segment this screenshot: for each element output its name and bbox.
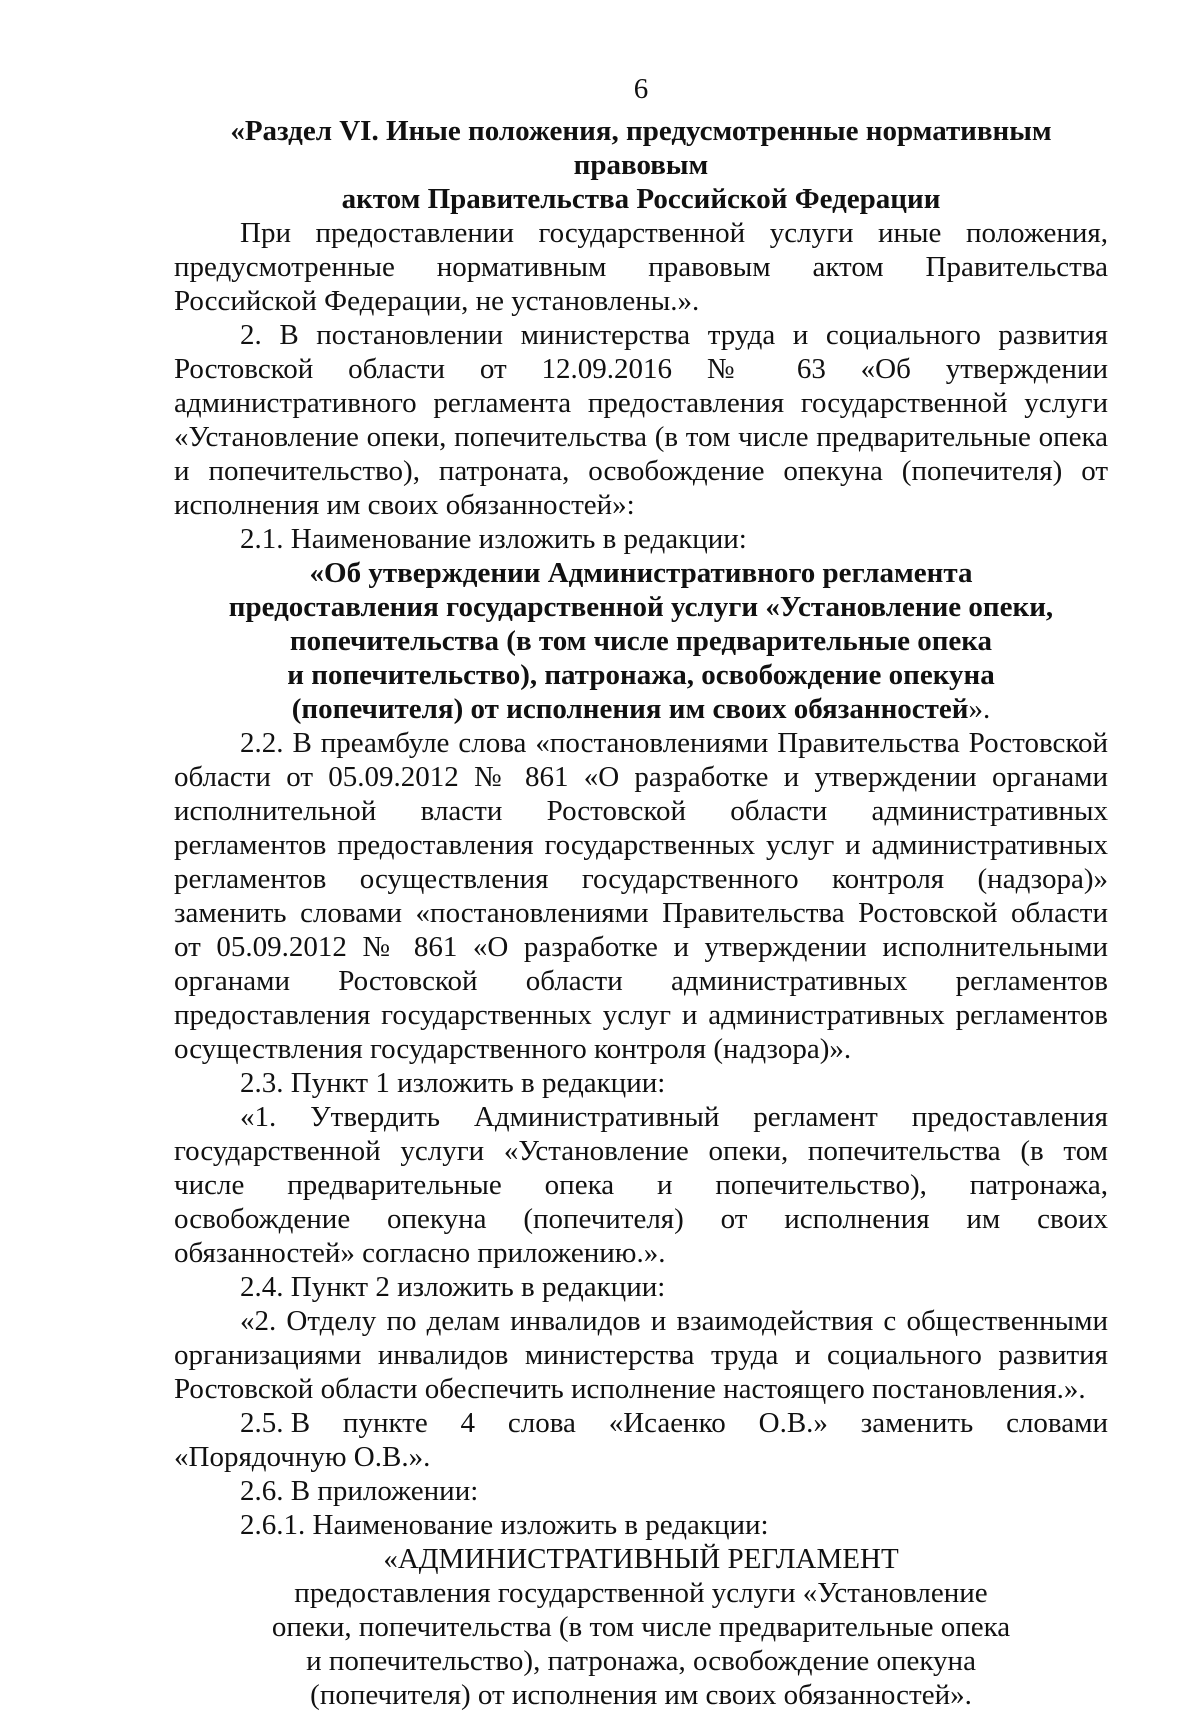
section-title [174, 114, 1108, 216]
paragraph-2-5-word: пункте [342, 1407, 428, 1439]
paragraph-2-6-1: 2.6.1. Наименование изложить в редакции: [240, 1509, 769, 1541]
paragraph-2-5-word: слова [507, 1407, 576, 1439]
bold-title-tail: ». [968, 693, 991, 725]
regulation-title: «АДМИНИСТРАТИВНЫЙ РЕГЛАМЕНТ [383, 1543, 899, 1575]
paragraph-section-text: При предоставлении государственной услуги иные положения, предусмотренные нормативным правовым актом Правительства Российской Федерации, не установлены.». [174, 217, 1108, 317]
paragraph-2-5-line [174, 1406, 1108, 1440]
bold-title-line-1: «Об утверждении Административного регламента [309, 557, 973, 589]
paragraph-2-5-word: «Исаенко [608, 1407, 726, 1439]
paragraph-2-5-word: 4 [460, 1407, 476, 1439]
paragraph-2-3: 2.3. Пункт 1 изложить в редакции: [240, 1067, 666, 1099]
bold-title-line-2: предоставления государственной услуги «Установление опеки, [228, 591, 1054, 623]
section-title-line-2: актом Правительства Российской Федерации [341, 183, 941, 215]
regulation-subtitle-line-2: опеки, попечительства (в том числе предварительные опека [271, 1611, 1011, 1643]
regulation-subtitle-line-1: предоставления государственной услуги «Установление [294, 1577, 988, 1609]
regulation-subtitle-line-4: (попечителя) от исполнения им своих обязанностей». [310, 1679, 972, 1711]
paragraph-2-5-word: заменить [860, 1407, 974, 1439]
regulation-subtitle-line-3: и попечительство), патронажа, освобождение опекуна [306, 1645, 976, 1677]
paragraph-2-5-word: 2.5. В [240, 1407, 311, 1439]
bold-title-line-4: и попечительство), патронажа, освобождение опекуна [287, 659, 995, 691]
paragraph-2-5-word: словами [1006, 1407, 1108, 1439]
paragraph-2-3-quote: «1. Утвердить Административный регламент предоставления государственной услуги «Установление опеки, попечительства (в том числе предварительные опека и попечительство), патронажа, освобождение опекуна (попечителя) от исполнения им своих обязанностей» согласно приложению.». [174, 1101, 1108, 1269]
paragraph-2-5-word: О.В.» [758, 1407, 828, 1439]
paragraph-2-5-tail: «Порядочную О.В.». [174, 1441, 431, 1473]
paragraph-2-4-quote: «2. Отделу по делам инвалидов и взаимодействия с общественными организациями инвалидов министерства труда и социального развития Ростовской области обеспечить исполнение настоящего постановления.». [174, 1305, 1108, 1405]
page-number: 6 [633, 73, 649, 105]
bold-title-block [174, 556, 1108, 726]
bold-title-line-5 [174, 692, 1108, 726]
section-title-line-1: «Раздел VI. Иные положения, предусмотренные нормативным правовым [230, 115, 1052, 181]
bold-title-line-3: попечительства (в том числе предварительные опека [289, 625, 993, 657]
paragraph-2-4: 2.4. Пункт 2 изложить в редакции: [240, 1271, 666, 1303]
paragraph-2-2: 2.2. В преамбуле слова «постановлениями Правительства Ростовской области от 05.09.2012 № 861 «О разработке и утверждении органами исполнительной власти Ростовской области административных регламентов предоставления государственных услуг и административных регламентов осуществления государственного контроля (надзора)» заменить словами «постановлениями Правительства Ростовской области от 05.09.2012 № 861 «О разработке и утверждении исполнительными органами Ростовской области административных регламентов предоставления государственных услуг и административных регламентов осуществления государственного контроля (надзора)». [174, 727, 1108, 1065]
paragraph-2-6: 2.6. В приложении: [240, 1475, 479, 1507]
paragraph-2-1: 2.1. Наименование изложить в редакции: [240, 523, 747, 555]
bold-title-line-5-text: (попечителя) от исполнения им своих обязанностей [291, 693, 969, 725]
paragraph-2: 2. В постановлении министерства труда и социального развития Ростовской области от 12.09.2016 № 63 «Об утверждении административного регламента предоставления государственной услуги «Установление опеки, попечительства (в том числе предварительные опека и попечительство), патроната, освобождение опекуна (попечителя) от исполнения им своих обязанностей»: [174, 319, 1108, 521]
regulation-title-block [174, 1542, 1108, 1712]
